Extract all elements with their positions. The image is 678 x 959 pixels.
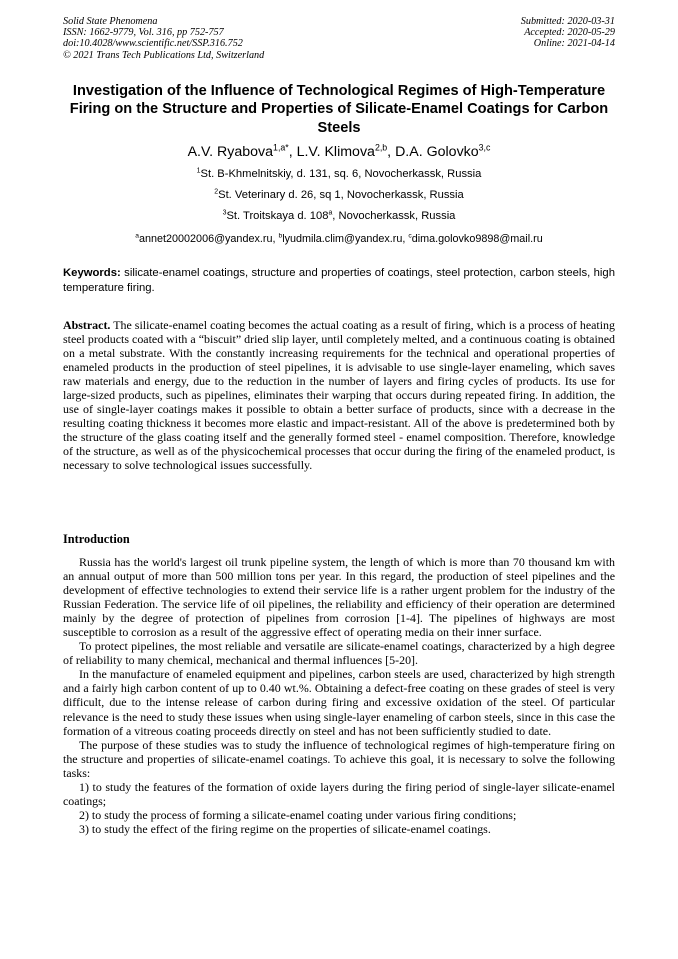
email-link[interactable]: annet20002006@yandex.ru bbox=[139, 233, 273, 245]
author-name: A.V. Ryabova bbox=[187, 144, 274, 160]
author-affiliation-mark: 2,b bbox=[374, 142, 388, 153]
paper-title: Investigation of the Influence of Technological Regimes of High-Temperature Firing on the Structure and Properties of Silicate-Enamel Coatings for Carbon Steels bbox=[69, 83, 609, 136]
affiliation-3: $^3$St. Troitskaya d. 108$^a$, Novocherkassk, Russia bbox=[222, 209, 456, 222]
author-emails: $^a$annet20002006@yandex.ru, $^b$lyudmila.clim@yandex.ru, $^c$dima.golovko9898@mail.ru bbox=[135, 232, 543, 245]
abstract-section bbox=[63, 318, 615, 473]
introduction-body bbox=[63, 555, 615, 836]
email-link[interactable]: dima.golovko9898@mail.ru bbox=[411, 233, 543, 245]
paragraph: In the manufacture of enameled equipment and pipelines, carbon steels are used, characterized by high strength and a fairly high carbon content of up to 0.40 wt.%. Obtaining a defect-free coating on these grades of steel is very difficult, due to the intense release of carbon during firing and excessive oxidation of the steel. Of particular relevance is the need to study these issues when using single-layer enameling of carbon steels, since in this case the formation of a vitreous coating proceeds directly on steel and has not been sufficiently studied to date. bbox=[63, 667, 615, 738]
issn-line: ISSN: 1662-9779, Vol. 316, pp 752-757 bbox=[63, 27, 224, 39]
author-affiliation-mark: 3,c bbox=[478, 142, 491, 153]
copyright-line: © 2021 Trans Tech Publications Ltd, Switzerland bbox=[63, 49, 265, 61]
author-name: D.A. Golovko bbox=[395, 144, 479, 160]
submitted-date: Submitted: 2020-03-31 bbox=[520, 16, 615, 27]
list-item: 2) to study the process of forming a silicate-enamel coating under various firing conditions; bbox=[79, 807, 517, 822]
section-heading-introduction: Introduction bbox=[63, 532, 130, 546]
paragraph: The purpose of these studies was to study the influence of technological regimes of high-temperature firing on the structure and properties of silicate-enamel coatings. To achieve this goal, it is necessary to solve the following tasks: bbox=[63, 737, 615, 780]
keywords-text: silicate-enamel coatings, structure and properties of coatings, steel protection, carbon steels, high temperature firing. bbox=[63, 267, 615, 294]
paragraph: Russia has the world's largest oil trunk pipeline system, the length of which is more than 70 thousand km with an annual output of more than 500 million tons per year. In this regard, the production of steel pipelines and the development of effective technologies to extend their service life is a rather urgent problem for the industry of the Russian Federation. The service life of oil pipelines, the reliability and efficiency of their operation are determined mainly by the degree of protection of pipelines from corrosion [1-4]. The pipelines of highways are most susceptible to corrosion as a result of the aggressive effect of operating media on their inner surface. bbox=[63, 555, 615, 640]
author-list: A.V. Ryabova$^{1,a*}$, L.V. Klimova$^{2,b}$, D.A. Golovko$^{3,c}$ bbox=[187, 142, 491, 160]
online-date: Online: 2021-04-14 bbox=[533, 38, 615, 50]
accepted-date: Accepted: 2020-05-29 bbox=[524, 27, 615, 39]
author-affiliation-mark: 1,a* bbox=[273, 142, 289, 153]
keywords-section bbox=[63, 266, 615, 295]
affiliation-1: $^1$St. B-Khmelnitskiy, d. 131, sq. 6, Novocherkassk, Russia bbox=[196, 167, 482, 180]
journal-info bbox=[63, 16, 264, 61]
abstract-text: The silicate-enamel coating becomes the actual coating as a result of firing, which is a process of heating steel products coated with a “biscuit” dried slip layer, until completely melted, and a continuous coating is obtained on a metal substrate. With the constantly increasing requirements for the technical and operational properties of enameled products in the production of steel pipelines, it is advisable to use single-layer enameling, which saves raw materials and energy, due to the reduction in the number of layers and firing cycles of products. Its use for large-sized products, such as pipelines, eliminates their warping that occurs during repeated firing. In addition, the use of single-layer coatings makes it possible to obtain a better surface of products, since with a decrease in the resulting coating thickness it becomes more elastic and impact-resistant. All of the above is predetermined both by the structure of the glass coating itself and the generally formed steel - enamel composition. Therefore, knowledge of the structure, as well as of the physicochemical processes that occur during the firing of the enameled product, is necessary to solve technological issues successfully. bbox=[63, 318, 615, 473]
journal-name: Solid State Phenomena bbox=[63, 16, 158, 27]
author-name: L.V. Klimova bbox=[296, 144, 375, 160]
abstract-label: Abstract. bbox=[63, 318, 111, 332]
keywords-label: Keywords: bbox=[63, 267, 121, 279]
email-link[interactable]: lyudmila.clim@yandex.ru bbox=[282, 233, 403, 245]
affiliation-2: $^2$St. Veterinary d. 26, sq 1, Novocherkassk, Russia bbox=[214, 188, 464, 201]
list-item: 3) to study the effect of the firing regime on the properties of silicate-enamel coatings. bbox=[79, 821, 491, 836]
publication-dates bbox=[521, 16, 615, 50]
paragraph: To protect pipelines, the most reliable and versatile are silicate-enamel coatings, characterized by a high degree of reliability to many chemical, mechanical and thermal influences [5-20]. bbox=[63, 639, 615, 668]
list-item: 1) to study the features of the formation of oxide layers during the firing period of single-layer silicate-enamel coatings; bbox=[63, 779, 615, 808]
doi-line: doi:10.4028/www.scientific.net/SSP.316.752 bbox=[63, 38, 243, 50]
